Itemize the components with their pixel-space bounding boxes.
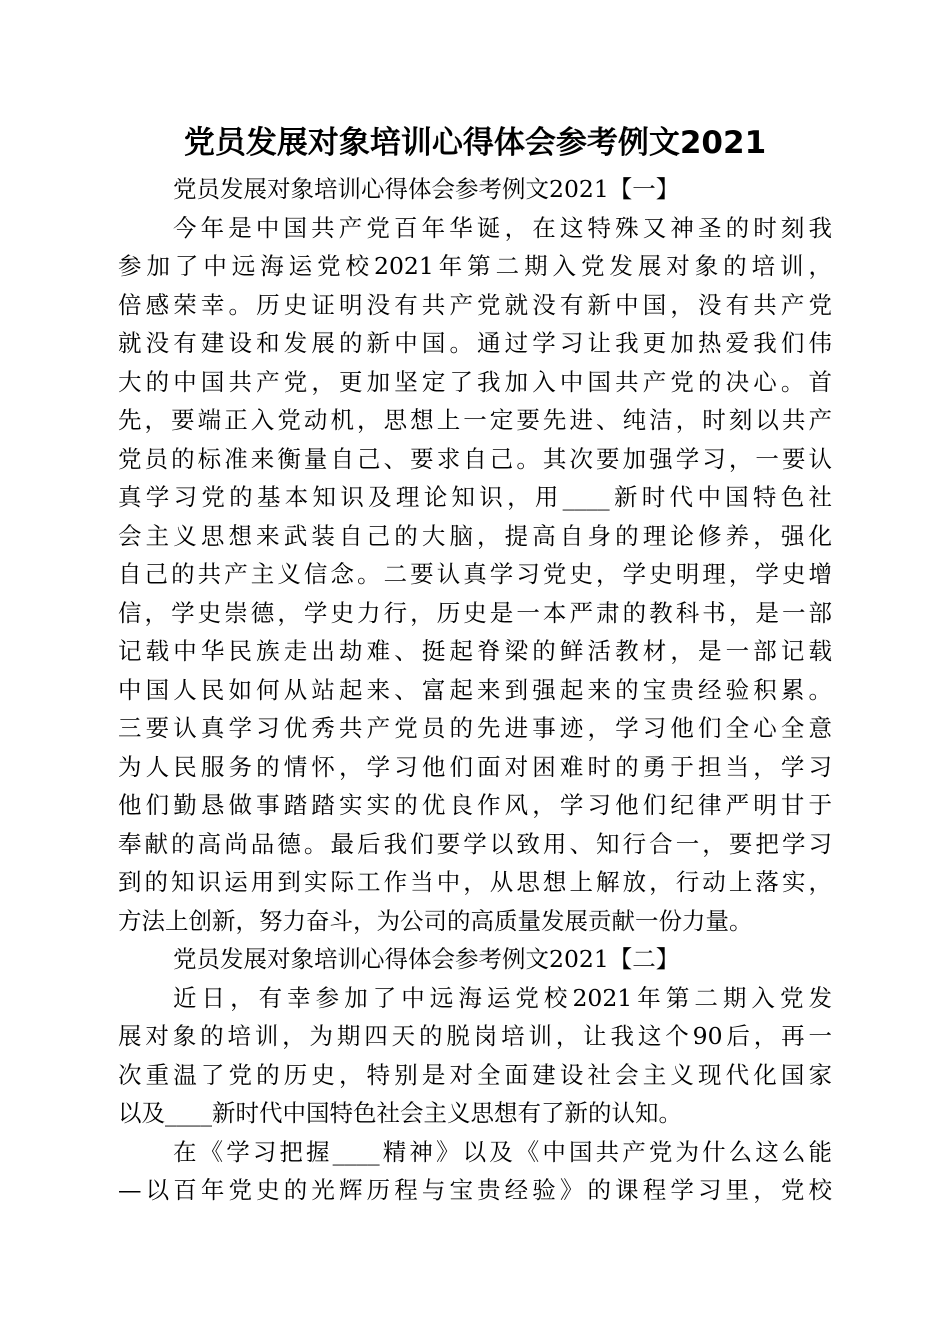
text-line: 在《学习把握____精神》以及《中国共产党为什么这么能	[173, 1137, 832, 1166]
text-line: 会主义思想来武装自己的大脑，提高自身的理论修养，强化	[118, 521, 832, 550]
text-line: 大的中国共产党，更加坚定了我加入中国共产党的决心。首	[118, 367, 832, 396]
text-line: 自己的共产主义信念。二要认真学习党史，学史明理，学史增	[118, 560, 832, 588]
text-line: 倍感荣幸。历史证明没有共产党就没有新中国，没有共产党	[118, 290, 832, 319]
text-line: 党员发展对象培训心得体会参考例文2021【二】	[173, 945, 680, 973]
text-line: 为人民服务的情怀，学习他们面对困难时的勇于担当，学习	[118, 752, 832, 781]
text-line: 次重温了党的历史，特别是对全面建设社会主义现代化国家	[118, 1060, 832, 1089]
text-line: 到的知识运用到实际工作当中，从思想上解放，行动上落实，	[118, 868, 832, 896]
text-line: 党员发展对象培训心得体会参考例文2021【一】	[173, 175, 680, 203]
text-line: 三要认真学习优秀共产党员的先进事迹，学习他们全心全意	[118, 714, 832, 742]
document-title: 党员发展对象培训心得体会参考例文2021	[183, 125, 767, 161]
text-line: 方法上创新，努力奋斗，为公司的高质量发展贡献一份力量。	[118, 906, 753, 935]
text-line: 就没有建设和发展的新中国。通过学习让我更加热爱我们伟	[118, 329, 832, 357]
text-line: 今年是中国共产党百年华诞，在这特殊又神圣的时刻我	[173, 213, 832, 242]
text-line: 以及____新时代中国特色社会主义思想有了新的认知。	[118, 1099, 682, 1127]
text-line: 参加了中远海运党校2021年第二期入党发展对象的培训，	[118, 252, 832, 280]
text-line: 中国人民如何从站起来、富起来到强起来的宝贵经验积累。	[118, 675, 832, 704]
text-line: 近日，有幸参加了中远海运党校2021年第二期入党发	[173, 983, 832, 1012]
document-body	[118, 170, 832, 1210]
text-line: 展对象的培训，为期四天的脱岗培训，让我这个90后，再一	[118, 1022, 832, 1050]
text-line: 信，学史崇德，学史力行，历史是一本严肃的教科书，是一部	[118, 598, 832, 627]
text-line: 党员的标准来衡量自己、要求自己。其次要加强学习，一要认	[118, 444, 832, 473]
text-line: 记载中华民族走出劫难、挺起脊梁的鲜活教材，是一部记载	[118, 637, 832, 665]
text-line: 真学习党的基本知识及理论知识，用____新时代中国特色社	[118, 483, 832, 511]
text-line: —以百年党史的光辉历程与宝贵经验》的课程学习里，党校	[118, 1176, 832, 1204]
text-line: 先，要端正入党动机，思想上一定要先进、纯洁，时刻以共产	[118, 406, 832, 434]
text-line: 奉献的高尚品德。最后我们要学以致用、知行合一，要把学习	[118, 829, 832, 858]
text-line: 他们勤恳做事踏踏实实的优良作风，学习他们纪律严明甘于	[118, 791, 832, 819]
